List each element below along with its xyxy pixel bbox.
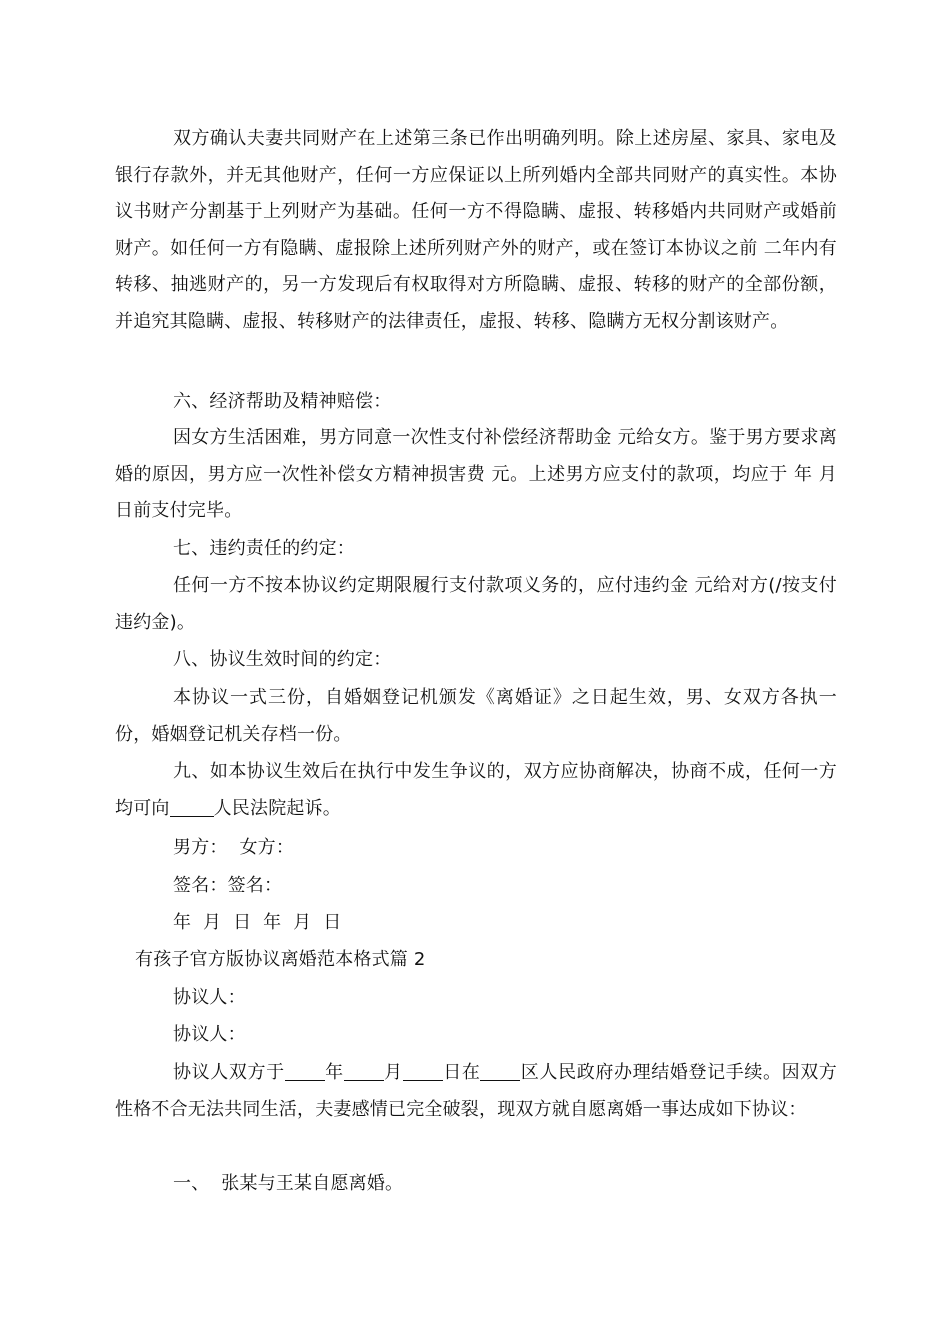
paragraph-dispute [115,754,837,827]
party-line-2: 协议人： [173,1024,246,1045]
paragraph-economic-help: 因女方生活困难，男方同意一次性支付补偿经济帮助金 元给女方。鉴于男方要求离婚的原因，男方应一次性补偿女方精神损害费 元。上述男方应支付的款项，均应于 年 月 日前支付完毕。 [115,427,837,521]
paragraph-marriage-registration [115,1055,837,1128]
paragraph-breach-liability: 任何一方不按本协议约定期限履行支付款项义务的，应付违约金 元给对方(/按支付违约金)。 [115,575,837,633]
section-title: 有孩子官方版协议离婚范本格式篇 2 [135,949,426,970]
year-blank [285,1062,325,1081]
registration-year: 年 [324,1062,344,1083]
signature-line: 签名：签名： [173,875,283,896]
dispute-text: 九、如本协议生效后在执行中发生争议的，双方应协商解决，协商不成，任何一方均可向 [115,761,837,819]
paragraph-effective-time: 本协议一式三份，自婚姻登记机颁发《离婚证》之日起生效，男、女双方各执一份，婚姻登记机关存档一份。 [115,687,837,745]
signature-parties-line: 男方： 女方： [173,837,295,858]
month-blank [344,1062,384,1081]
dispute-text-end: 人民法院起诉。 [213,797,342,819]
district-blank [480,1062,520,1081]
day-blank [403,1062,443,1081]
party-line-1: 协议人： [173,987,246,1008]
registration-text-1: 协议人双方于 [173,1062,285,1083]
court-blank [170,798,214,817]
clause-one: 一、 张某与王某自愿离婚。 [173,1173,404,1194]
date-line: 年 月 日 年 月 日 [173,912,342,933]
heading-breach-liability: 七、违约责任的约定： [173,538,355,559]
registration-day: 日在 [442,1062,481,1083]
paragraph-property-confirmation: 双方确认夫妻共同财产在上述第三条已作出明确列明。除上述房屋、家具、家电及银行存款外，并无其他财产，任何一方应保证以上所列婚内全部共同财产的真实性。本协议书财产分割基于上列财产为基础。任何一方不得隐瞒、虚报、转移婚内共同财产或婚前财产。如任何一方有隐瞒、虚报除上述所列财产外的财产，或在签订本协议之前 二年内有转移、抽逃财产的，另一方发现后有权取得对方所隐瞒、虚报、转移的财产的全部份额，并追究其隐瞒、虚报、转移财产的法律责任，虚报、转移、隐瞒方无权分割该财产。 [115,128,837,332]
registration-month: 月 [383,1062,403,1083]
heading-economic-help: 六、经济帮助及精神赔偿： [173,391,392,412]
heading-effective-time: 八、协议生效时间的约定： [173,649,392,670]
registration-text-2: 区人民政府办理结婚登记手续。因双方性格不合无法共同生活，夫妻感情已完全破裂，现双方就自愿离婚一事达成如下协议： [115,1062,838,1120]
